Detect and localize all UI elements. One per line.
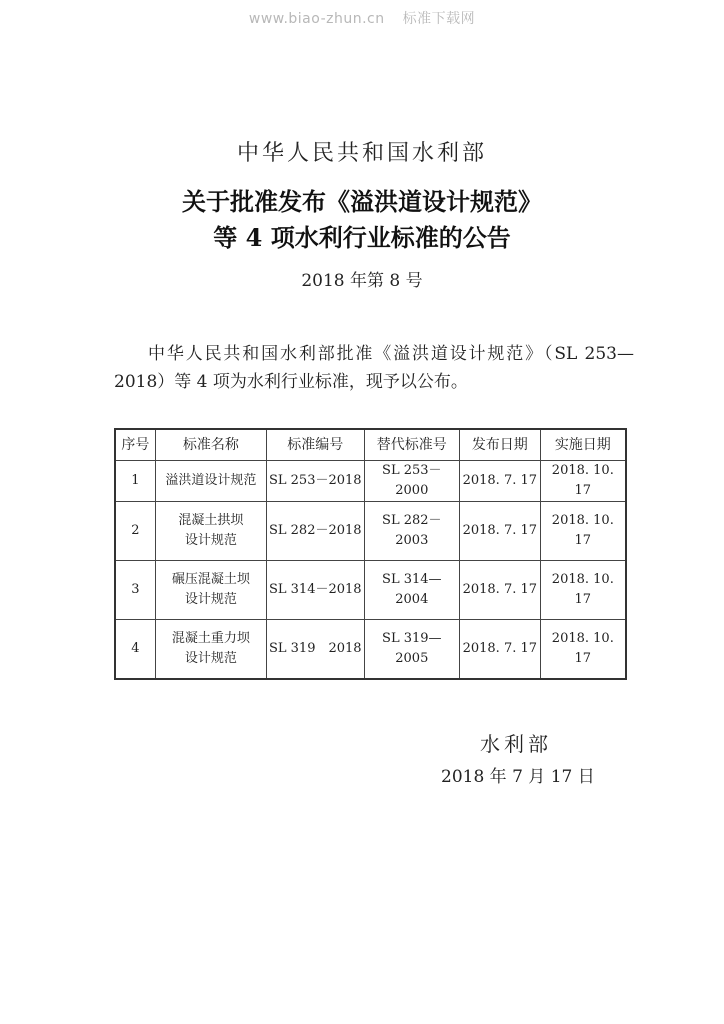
cell-replaces: SL 253－2000 — [364, 461, 459, 502]
cell-name-line2: 设计规范 — [184, 651, 237, 666]
cell-code: SL 282－2018 — [266, 502, 364, 561]
cell-effective: 2018. 10. 17 — [540, 620, 626, 680]
table-header-row — [115, 429, 626, 461]
watermark-site: 标准下载网 — [402, 11, 476, 27]
cell-name-line1: 碾压混凝土坝 — [171, 572, 250, 587]
column-header-issued: 发布日期 — [460, 429, 541, 461]
cell-name-line1: 溢洪道设计规范 — [165, 473, 257, 488]
cell-code: SL 314－2018 — [266, 561, 364, 620]
cell-name — [155, 561, 266, 620]
announcement-body: 中华人民共和国水利部批准《溢洪道设计规范》（SL 253—2018）等 4 项为水利行业标准，现予以公布。 — [114, 344, 634, 392]
cell-name-line1: 混凝土拱坝 — [178, 513, 244, 528]
cell-replaces: SL 282－2003 — [364, 502, 459, 561]
cell-name-line1: 混凝土重力坝 — [171, 631, 250, 646]
column-header-code: 标准编号 — [266, 429, 364, 461]
cell-name — [155, 502, 266, 561]
cell-issued: 2018. 7. 17 — [460, 620, 541, 680]
cell-name — [155, 620, 266, 680]
column-header-no: 序号 — [115, 429, 155, 461]
announcement-title-line1: 关于批准发布《溢洪道设计规范》 — [182, 187, 542, 216]
signing-date: 2018 年 7 月 17 日 — [441, 767, 595, 787]
cell-no: 1 — [115, 461, 155, 502]
signer: 水利部 — [480, 732, 552, 756]
cell-issued: 2018. 7. 17 — [460, 461, 541, 502]
issuing-ministry: 中华人民共和国水利部 — [236, 141, 487, 166]
cell-no: 2 — [115, 502, 155, 561]
cell-issued: 2018. 7. 17 — [460, 502, 541, 561]
table-row — [115, 461, 626, 502]
cell-replaces: SL 319—2005 — [364, 620, 459, 680]
cell-name-line2: 设计规范 — [184, 592, 237, 607]
column-header-name: 标准名称 — [155, 429, 266, 461]
announcement-number: 2018 年第 8 号 — [301, 271, 423, 291]
table-row — [115, 620, 626, 680]
watermark — [0, 8, 724, 28]
cell-code: SL 253－2018 — [266, 461, 364, 502]
standards-table — [114, 428, 627, 680]
watermark-url: www.biao-zhun.cn — [248, 11, 385, 27]
cell-replaces: SL 314—2004 — [364, 561, 459, 620]
cell-effective: 2018. 10. 17 — [540, 561, 626, 620]
cell-code: SL 319 2018 — [266, 620, 364, 680]
cell-name-line2: 设计规范 — [184, 533, 237, 548]
cell-no: 4 — [115, 620, 155, 680]
table-row — [115, 561, 626, 620]
announcement-title-line2: 等 4 项水利行业标准的公告 — [213, 223, 511, 252]
cell-effective: 2018. 10. 17 — [540, 461, 626, 502]
table-row — [115, 502, 626, 561]
column-header-effective: 实施日期 — [540, 429, 626, 461]
cell-name — [155, 461, 266, 502]
column-header-replaces: 替代标准号 — [364, 429, 459, 461]
cell-issued: 2018. 7. 17 — [460, 561, 541, 620]
cell-no: 3 — [115, 561, 155, 620]
cell-effective: 2018. 10. 17 — [540, 502, 626, 561]
